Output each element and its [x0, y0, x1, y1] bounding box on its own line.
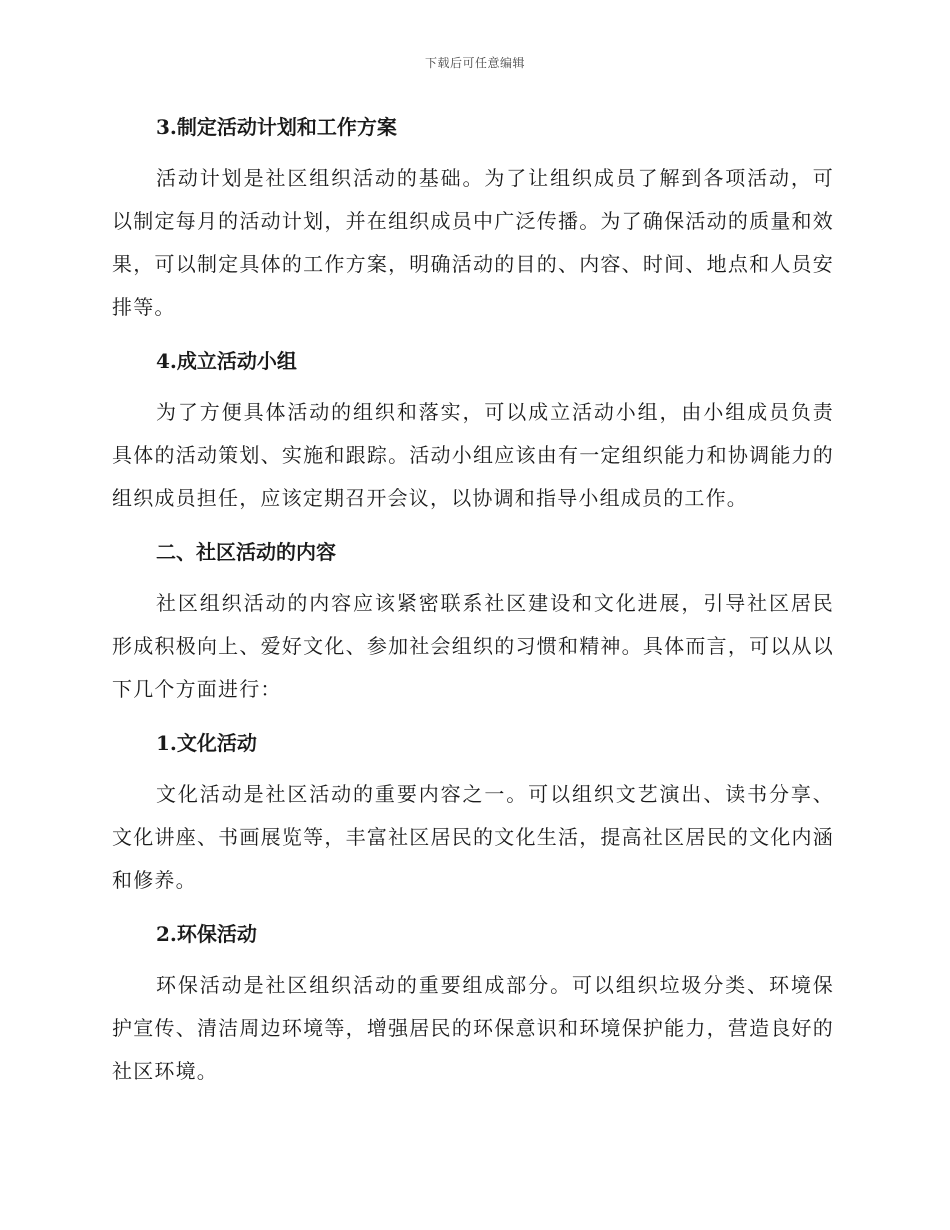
- section-heading: 3.制定活动计划和工作方案: [156, 115, 397, 139]
- document-body: [112, 105, 834, 1103]
- section-paragraph: 活动计划是社区组织活动的基础。为了让组织成员了解到各项活动，可以制定每月的活动计划，并在组织成员中广泛传播。为了确保活动的质量和效果，可以制定具体的工作方案，明确活动的目的、内容、时间、地点和人员安排等。: [112, 166, 834, 319]
- section-paragraph: 社区组织活动的内容应该紧密联系社区建设和文化进展，引导社区居民形成积极向上、爱好文化、参加社会组织的习惯和精神。具体而言，可以从以下几个方面进行：: [112, 591, 834, 701]
- section-paragraph: 环保活动是社区组织活动的重要组成部分。可以组织垃圾分类、环境保护宣传、清洁周边环境等，增强居民的环保意识和环境保护能力，营造良好的社区环境。: [112, 973, 834, 1083]
- section-heading: 2.环保活动: [156, 922, 257, 946]
- section-heading: 二、社区活动的内容: [156, 540, 336, 564]
- header-note: 下载后可任意编辑: [424, 56, 525, 70]
- section-heading: 1.文化活动: [156, 731, 257, 755]
- section-paragraph: 为了方便具体活动的组织和落实，可以成立活动小组，由小组成员负责具体的活动策划、实施和跟踪。活动小组应该由有一定组织能力和协调能力的组织成员担任，应该定期召开会议，以协调和指导小组成员的工作。: [112, 400, 834, 510]
- section-heading: 4.成立活动小组: [156, 349, 297, 373]
- section-paragraph: 文化活动是社区活动的重要内容之一。可以组织文艺演出、读书分享、文化讲座、书画展览等，丰富社区居民的文化生活，提高社区居民的文化内涵和修养。: [112, 782, 834, 892]
